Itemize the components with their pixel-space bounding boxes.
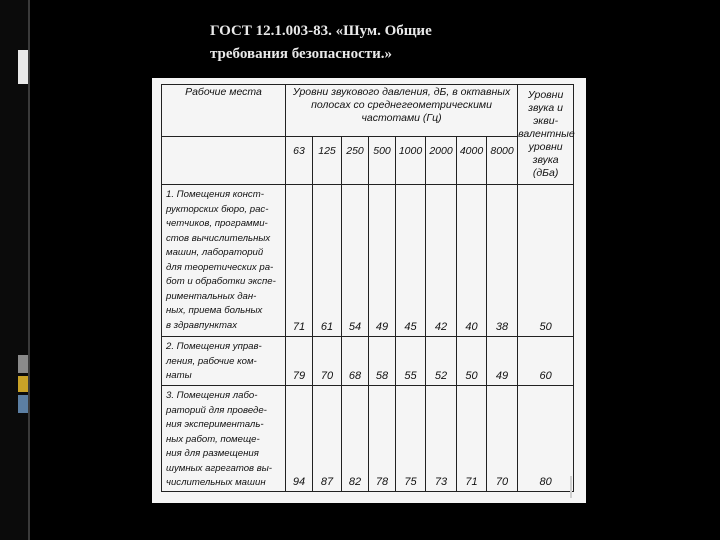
workplace-line: 3. Помещения лабо- — [166, 390, 258, 401]
value-cell: 49 — [369, 185, 396, 337]
workplace-line: стов вычислительных — [166, 232, 271, 244]
workplace-line: ния эксперименталь- — [166, 419, 264, 430]
noise-limits-table — [161, 84, 574, 492]
value-cell: 73 — [426, 386, 457, 492]
value-cell: 68 — [342, 337, 369, 386]
header-line: валентные — [518, 128, 575, 140]
slide-left-divider — [28, 0, 30, 540]
frequency-cell: 500 — [369, 137, 396, 185]
header-dba — [518, 85, 574, 185]
header-line: экви- — [533, 115, 559, 127]
accent-bar — [18, 355, 28, 373]
frequency-cell: 8000 — [487, 137, 518, 185]
value-cell: 40 — [457, 185, 487, 337]
workplace-line: ления, рабочие ком- — [166, 355, 257, 367]
header-line: частотами (Гц) — [361, 112, 442, 124]
header-line: звука и — [528, 102, 563, 114]
title-line: ГОСТ 12.1.003-83. «Шум. Общие — [210, 23, 432, 39]
frequency-cell: 63 — [286, 137, 313, 185]
workplace-line: бот и обработки экспе- — [166, 276, 276, 287]
workplace-line: четчиков, программи- — [166, 218, 268, 229]
title-line: требования безопасности.» — [210, 46, 392, 62]
value-cell: 42 — [426, 185, 457, 337]
frequency-cell: 1000 — [396, 137, 426, 185]
value-cell: 50 — [457, 337, 487, 386]
workplace-cell — [162, 185, 286, 337]
frequency-cell: 2000 — [426, 137, 457, 185]
header-line: звука — [532, 154, 559, 166]
header-blank — [162, 137, 286, 185]
workplace-line: наты — [166, 370, 192, 381]
workplace-line: 1. Помещения конст- — [166, 189, 264, 200]
header-line: полосах со среднегеометрическими — [311, 99, 492, 111]
accent-bar — [18, 376, 28, 392]
value-cell: 71 — [286, 185, 313, 337]
value-cell: 82 — [342, 386, 369, 492]
value-cell: 75 — [396, 386, 426, 492]
dba-cell: 60 — [518, 337, 574, 386]
workplace-line: числительных машин — [166, 477, 266, 488]
scanned-table-sheet — [152, 78, 586, 503]
value-cell: 70 — [487, 386, 518, 492]
workplace-line: рукторских бюро, рас- — [166, 203, 269, 215]
header-line: (дБа) — [532, 167, 559, 179]
workplace-line: раторий для проведе- — [166, 404, 267, 416]
header-sound-pressure — [286, 85, 518, 137]
workplace-line: для теоретических ра- — [166, 261, 274, 273]
value-cell: 71 — [457, 386, 487, 492]
value-cell: 61 — [313, 185, 342, 337]
workplace-line: риментальных дан- — [166, 290, 257, 302]
table-row — [162, 185, 574, 337]
header-workplaces: Рабочие места — [162, 85, 286, 137]
workplace-line: ных, приема больных — [166, 305, 263, 316]
workplace-line: ных работ, помеще- — [166, 433, 260, 445]
scan-edge-mark — [570, 476, 572, 498]
value-cell: 55 — [396, 337, 426, 386]
value-cell: 52 — [426, 337, 457, 386]
table-row — [162, 386, 574, 492]
value-cell: 45 — [396, 185, 426, 337]
workplace-line: ния для размещения — [166, 448, 259, 459]
frequency-cell: 250 — [342, 137, 369, 185]
frequency-cell: 4000 — [457, 137, 487, 185]
header-line: Уровни — [527, 89, 564, 101]
value-cell: 79 — [286, 337, 313, 386]
accent-bar — [18, 50, 28, 84]
value-cell: 94 — [286, 386, 313, 492]
frequency-cell: 125 — [313, 137, 342, 185]
header-line: уровни — [528, 141, 563, 153]
accent-bar — [18, 395, 28, 413]
workplace-line: машин, лабораторий — [166, 247, 264, 258]
header-line: Уровни звукового давления, дБ, в октавных — [292, 86, 511, 98]
value-cell: 58 — [369, 337, 396, 386]
value-cell: 78 — [369, 386, 396, 492]
workplace-cell — [162, 337, 286, 386]
value-cell: 87 — [313, 386, 342, 492]
workplace-line: шумных агрегатов вы- — [166, 462, 272, 474]
workplace-line: в здравпунктах — [166, 319, 238, 331]
dba-cell: 50 — [518, 185, 574, 337]
value-cell: 49 — [487, 337, 518, 386]
workplace-cell — [162, 386, 286, 492]
value-cell: 38 — [487, 185, 518, 337]
slide-title — [210, 20, 530, 66]
dba-cell: 80 — [518, 386, 574, 492]
value-cell: 70 — [313, 337, 342, 386]
value-cell: 54 — [342, 185, 369, 337]
workplace-line: 2. Помещения управ- — [166, 341, 262, 352]
table-row — [162, 337, 574, 386]
